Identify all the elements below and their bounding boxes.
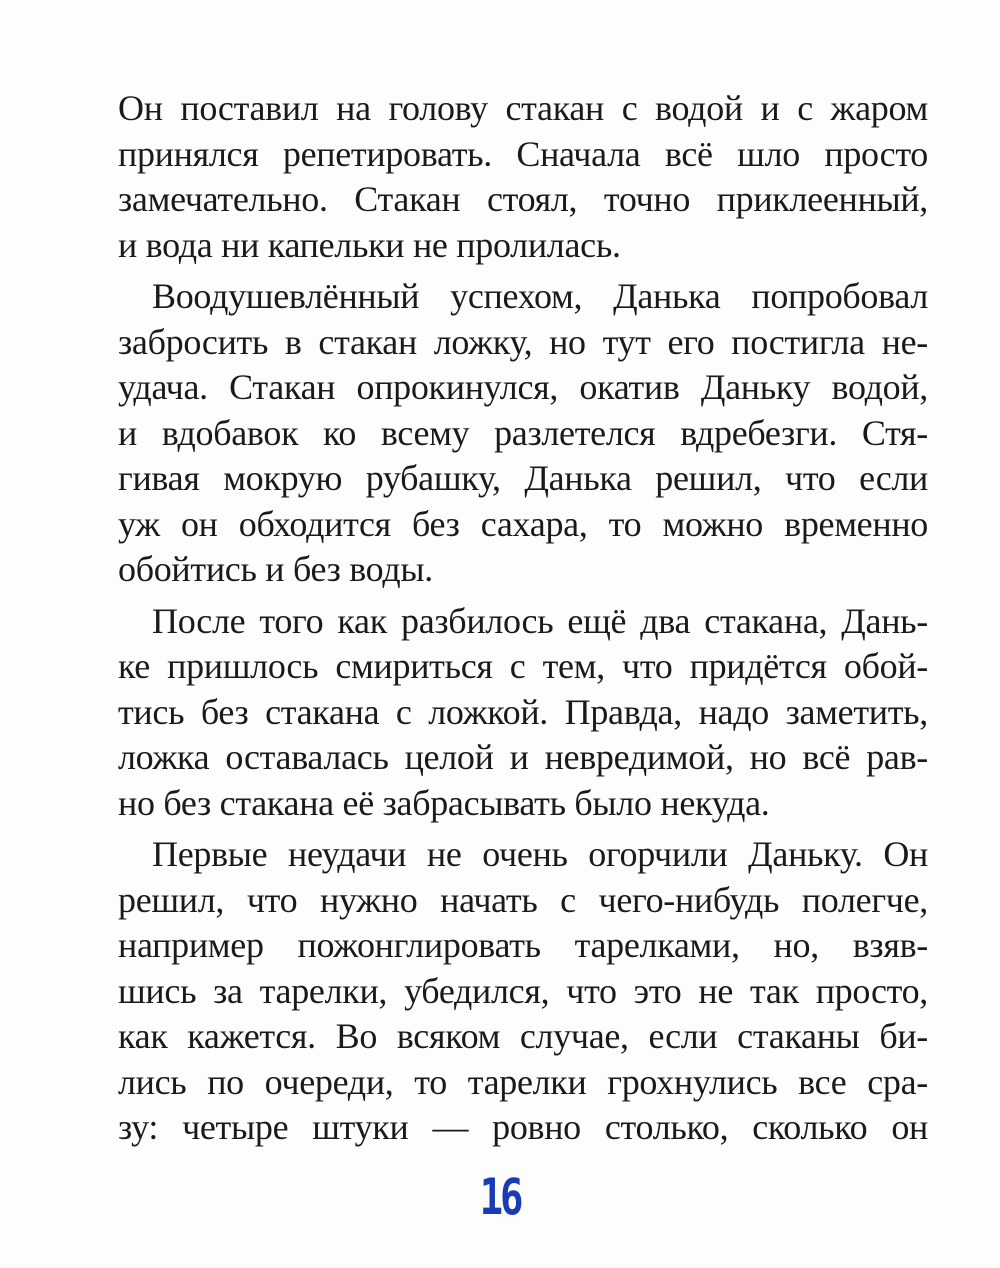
text-line: принялся репетировать. Сначала всё шло просто [118, 133, 928, 174]
text-line: как кажется. Во всяком случае, если стаканы би- [118, 1016, 928, 1056]
text-line: тись без стакана с ложкой. Правда, надо заметить, [118, 691, 928, 732]
text-line: удача. Стакан опрокинулся, окатив Даньку водой, [118, 367, 928, 407]
text-line: и вдобавок ко всему разлетелся вдребезги. Стя- [118, 412, 928, 453]
text-line: но без стакана её забрасывать было некуда. [118, 782, 770, 823]
text-line: и вода ни капельки не пролилась. [118, 224, 621, 265]
text-line: Первые неудачи не очень огорчили Даньку. Он [152, 834, 928, 874]
text-line: решил, что нужно начать с чего-нибудь полегче, [118, 879, 928, 920]
text-line: замечательно. Стакан стоял, точно приклеенный, [118, 179, 928, 219]
paragraph [118, 274, 928, 593]
paragraph [118, 86, 928, 268]
text-line: зу: четыре штуки — ровно столько, сколько он [118, 1107, 928, 1147]
text-line: ложка оставалась целой и невредимой, но всё рав- [118, 737, 928, 777]
text-line: гивая мокрую рубашку, Данька решил, что если [118, 458, 928, 498]
text-line: Он поставил на голову стакан с водой и с жаром [118, 88, 928, 128]
text-line: ке пришлось смириться с тем, что придётся обой- [118, 646, 928, 686]
text-line: например пожонглировать тарелками, но, взяв- [118, 925, 928, 965]
text-line: забросить в стакан ложку, но тут его постигла не- [118, 321, 928, 362]
text-line: Воодушевлённый успехом, Данька попробовал [152, 276, 928, 316]
paragraph [118, 832, 928, 1151]
body-text [118, 86, 928, 1151]
text-line: После того как разбилось ещё два стакана, Дань- [152, 600, 928, 641]
text-line: уж он обходится без сахара, то можно временно [118, 503, 928, 544]
paragraph [118, 599, 928, 827]
text-line: лись по очереди, то тарелки грохнулись все сра- [118, 1061, 928, 1102]
page-number: 16 [479, 1168, 521, 1226]
text-line: обойтись и без воды. [118, 549, 433, 589]
text-line: шись за тарелки, убедился, что это не так просто, [118, 970, 928, 1011]
